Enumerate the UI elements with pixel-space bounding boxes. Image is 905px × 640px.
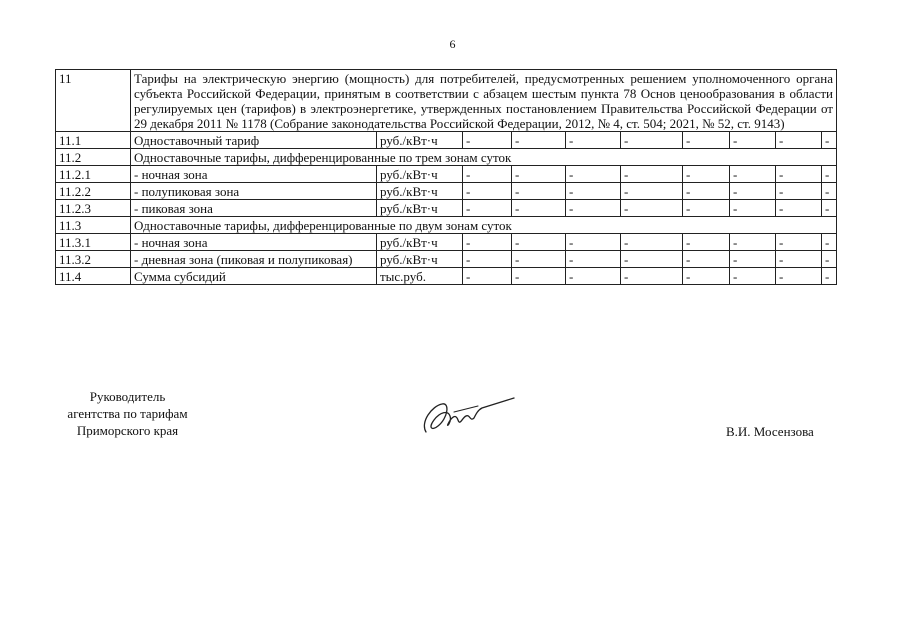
row-unit: руб./кВт·ч	[377, 132, 463, 149]
table-row	[56, 200, 837, 217]
signatory-position	[50, 388, 205, 439]
page-number: 6	[449, 37, 456, 51]
row-number: 11	[56, 70, 131, 132]
row-unit: руб./кВт·ч	[377, 251, 463, 268]
value-cell: -	[683, 166, 730, 183]
value-cell: -	[730, 234, 776, 251]
row-number: 11.3.2	[56, 251, 131, 268]
value-cell: -	[776, 183, 822, 200]
row-name: Одноставочный тариф	[131, 132, 377, 149]
value-cell: -	[776, 200, 822, 217]
handwritten-signature	[418, 392, 518, 437]
row-name: - дневная зона (пиковая и полупиковая)	[131, 251, 377, 268]
value-cell: -	[566, 268, 621, 285]
value-cell: -	[776, 251, 822, 268]
table-row	[56, 183, 837, 200]
table-row	[56, 132, 837, 149]
value-cell: -	[730, 183, 776, 200]
value-cell: -	[463, 234, 512, 251]
value-cell: -	[822, 200, 837, 217]
value-cell: -	[566, 132, 621, 149]
value-cell: -	[463, 251, 512, 268]
value-cell: -	[512, 200, 566, 217]
row-number: 11.2.3	[56, 200, 131, 217]
row-description: Одноставочные тарифы, дифференцированные по трем зонам суток	[131, 149, 837, 166]
value-cell: -	[621, 183, 683, 200]
row-unit: руб./кВт·ч	[377, 166, 463, 183]
value-cell: -	[463, 200, 512, 217]
table-row	[56, 234, 837, 251]
value-cell: -	[683, 234, 730, 251]
row-description: Одноставочные тарифы, дифференцированные по двум зонам суток	[131, 217, 837, 234]
value-cell: -	[776, 234, 822, 251]
value-cell: -	[463, 166, 512, 183]
row-number: 11.1	[56, 132, 131, 149]
value-cell: -	[822, 251, 837, 268]
value-cell: -	[463, 132, 512, 149]
position-line-3: Приморского края	[76, 423, 179, 438]
value-cell: -	[730, 268, 776, 285]
row-number: 11.2.2	[56, 183, 131, 200]
value-cell: -	[621, 268, 683, 285]
position-line-2: агентства по тарифам	[67, 406, 188, 421]
value-cell: -	[566, 166, 621, 183]
signer-name: В.И. Мосензова	[726, 424, 814, 439]
value-cell: -	[683, 251, 730, 268]
table-row	[56, 217, 837, 234]
value-cell: -	[566, 200, 621, 217]
value-cell: -	[683, 268, 730, 285]
value-cell: -	[730, 132, 776, 149]
value-cell: -	[822, 132, 837, 149]
row-number: 11.3	[56, 217, 131, 234]
value-cell: -	[512, 234, 566, 251]
value-cell: -	[822, 234, 837, 251]
value-cell: -	[822, 268, 837, 285]
row-name: - полупиковая зона	[131, 183, 377, 200]
value-cell: -	[463, 183, 512, 200]
value-cell: -	[512, 166, 566, 183]
value-cell: -	[566, 251, 621, 268]
row-unit: тыс.руб.	[377, 268, 463, 285]
row-number: 11.3.1	[56, 234, 131, 251]
table-row	[56, 70, 837, 132]
position-line-1: Руководитель	[89, 389, 166, 404]
row-number: 11.2	[56, 149, 131, 166]
row-description: Тарифы на электрическую энергию (мощность) для потребителей, предусмотренных решением уполномоченного органа субъекта Российской Федерации, принятым в соответствии с абзацем шестым пункта 78 Основ ценообразования в области регулируемых цен (тарифов) в электроэнергетике, утвержденных постановлением Правительства Российской Федерации от 29 декабря 2011 № 1178 (Собрание законодательства Российской Федерации, 2012, № 4, ст. 504; 2021, № 52, ст. 9143)	[131, 70, 837, 132]
value-cell: -	[566, 183, 621, 200]
row-unit: руб./кВт·ч	[377, 200, 463, 217]
value-cell: -	[683, 200, 730, 217]
tariff-table	[55, 69, 837, 285]
row-unit: руб./кВт·ч	[377, 183, 463, 200]
row-unit: руб./кВт·ч	[377, 234, 463, 251]
value-cell: -	[730, 200, 776, 217]
table-row	[56, 149, 837, 166]
value-cell: -	[512, 183, 566, 200]
table-row	[56, 251, 837, 268]
value-cell: -	[512, 268, 566, 285]
value-cell: -	[776, 166, 822, 183]
value-cell: -	[683, 132, 730, 149]
row-name: - пиковая зона	[131, 200, 377, 217]
value-cell: -	[621, 200, 683, 217]
value-cell: -	[822, 166, 837, 183]
value-cell: -	[683, 183, 730, 200]
value-cell: -	[776, 132, 822, 149]
row-name: - ночная зона	[131, 166, 377, 183]
value-cell: -	[730, 251, 776, 268]
value-cell: -	[621, 251, 683, 268]
value-cell: -	[776, 268, 822, 285]
value-cell: -	[621, 166, 683, 183]
table-row	[56, 268, 837, 285]
row-number: 11.4	[56, 268, 131, 285]
value-cell: -	[512, 132, 566, 149]
value-cell: -	[621, 234, 683, 251]
row-name: - ночная зона	[131, 234, 377, 251]
table-row	[56, 166, 837, 183]
value-cell: -	[822, 183, 837, 200]
row-number: 11.2.1	[56, 166, 131, 183]
value-cell: -	[621, 132, 683, 149]
value-cell: -	[730, 166, 776, 183]
row-name: Сумма субсидий	[131, 268, 377, 285]
value-cell: -	[463, 268, 512, 285]
value-cell: -	[512, 251, 566, 268]
value-cell: -	[566, 234, 621, 251]
